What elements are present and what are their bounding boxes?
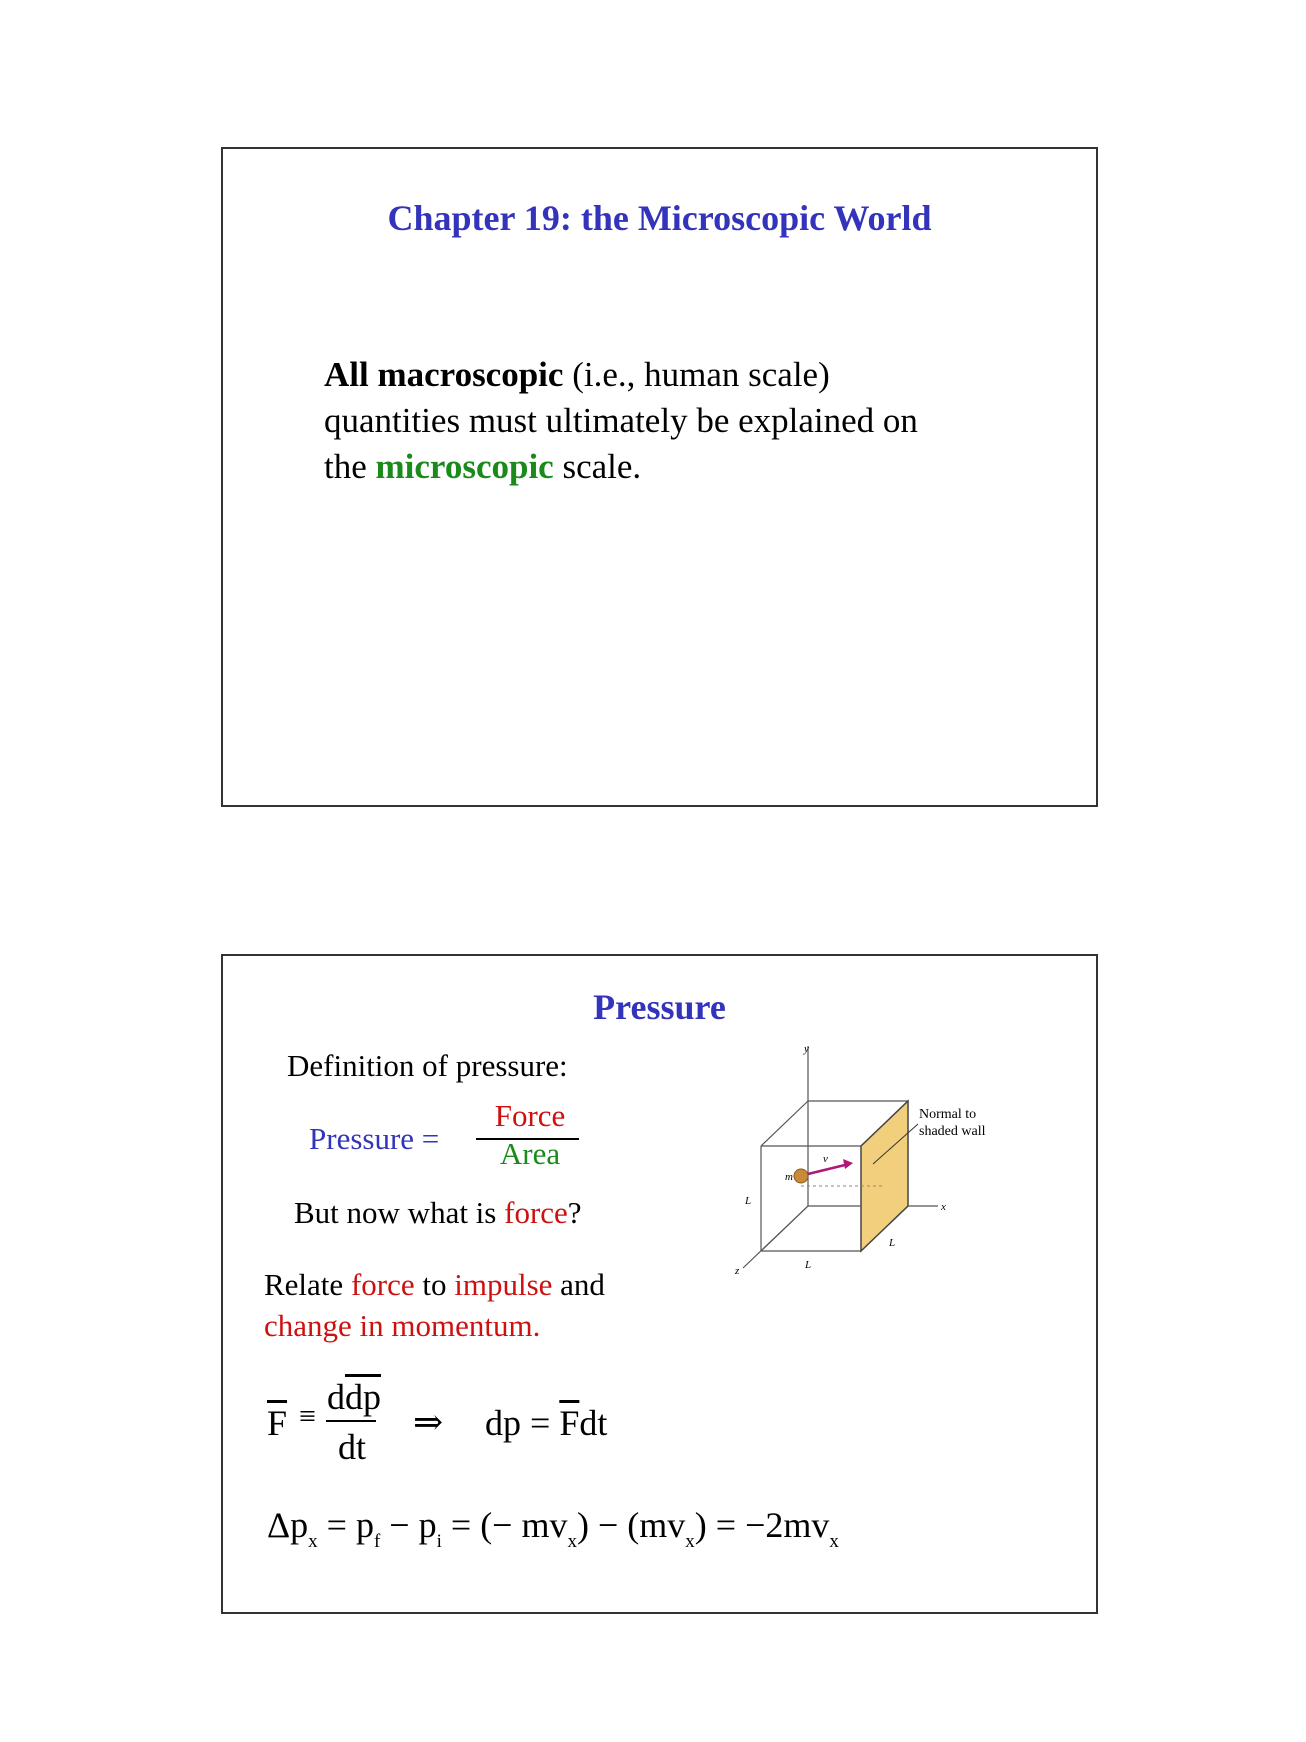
eq2-sub-x-3: x	[685, 1531, 695, 1552]
eq2-momentum-change	[267, 1504, 839, 1552]
line-3-post: scale.	[553, 447, 642, 486]
microscopic-word: microscopic	[375, 447, 554, 486]
slide-2	[221, 954, 1098, 1614]
pressure-box-figure	[735, 1043, 1053, 1277]
relate-force: force	[350, 1267, 415, 1302]
relate-impulse: impulse	[454, 1267, 553, 1302]
label-L-right: L	[889, 1237, 896, 1249]
label-v: v	[823, 1153, 828, 1165]
force-question	[294, 1195, 582, 1231]
question-pre: But now what is	[294, 1195, 505, 1230]
question-force: force	[504, 1195, 568, 1230]
eq1-rhs-eq: =	[521, 1403, 560, 1443]
relate-and: and	[552, 1267, 605, 1302]
label-shaded: shaded wall	[919, 1124, 986, 1139]
eq1-rhs-F: $\overline{F}$	[559, 1403, 580, 1443]
relate-pre: Relate	[264, 1267, 351, 1302]
slide-1-line-1	[324, 352, 830, 398]
slide-2-title: Pressure	[593, 987, 726, 1027]
eq2-sub-x-1: x	[308, 1531, 318, 1552]
definition-label: Definition of pressure:	[287, 1048, 568, 1083]
eq2-pf: = p	[317, 1505, 374, 1545]
relate-line-1	[264, 1267, 605, 1303]
slide-1-line-3	[324, 444, 641, 490]
velocity-arrow-icon	[843, 1159, 853, 1169]
eq1-fraction-line	[326, 1420, 376, 1422]
eq2-close-1: ) − (mv	[577, 1505, 686, 1545]
eq1-F	[267, 1402, 287, 1444]
macroscopic-bold: All macroscopic	[324, 355, 564, 394]
particle-icon	[794, 1169, 808, 1183]
eq1-rhs-dp: dp	[485, 1403, 521, 1443]
implies-arrow: ⇒	[413, 1402, 444, 1442]
eq2-paren-1: = (− mv	[441, 1505, 568, 1545]
force-numerator: Force	[494, 1098, 566, 1133]
eq2-sub-i: i	[436, 1531, 442, 1552]
eq1-denominator: dt	[337, 1427, 366, 1467]
eq2-close-2: ) = −2mv	[694, 1505, 830, 1545]
shaded-wall	[861, 1101, 908, 1251]
eq1-num-d: d	[327, 1377, 345, 1417]
label-L-left: L	[745, 1195, 752, 1207]
eq1-F-vector: $\overline{F}$	[267, 1403, 288, 1443]
eq1-rhs-dt: dt	[579, 1403, 608, 1443]
slide-1-title: Chapter 19: the Microscopic World	[387, 198, 932, 238]
area-denominator: Area	[499, 1136, 561, 1171]
eq1-num-p: $\overline{dp}$	[345, 1377, 381, 1417]
axis-y: y	[804, 1043, 809, 1055]
relate-to: to	[414, 1267, 455, 1302]
slide-1-line-2: quantities must ultimately be explained on	[324, 401, 918, 440]
relate-line-2: change in momentum.	[264, 1308, 541, 1343]
label-L-bottom: L	[805, 1259, 812, 1271]
eq2-sub-x-4: x	[829, 1531, 839, 1552]
eq2-sub-x-2: x	[567, 1531, 577, 1552]
question-post: ?	[567, 1195, 582, 1230]
line-3-pre: the	[324, 447, 376, 486]
eq2-sub-f: f	[373, 1531, 381, 1552]
pressure-word: Pressure =	[309, 1121, 440, 1156]
axis-z: z	[735, 1265, 740, 1277]
label-m: m	[785, 1171, 793, 1183]
eq1-rhs	[485, 1402, 607, 1444]
eq2-pi: − p	[380, 1505, 437, 1545]
line-1-rest: (i.e., human scale)	[563, 355, 830, 394]
label-normal: Normal to	[919, 1107, 977, 1122]
eq2-delta-p: Δp	[267, 1505, 309, 1545]
slide-1	[221, 147, 1098, 807]
axis-x: x	[941, 1201, 946, 1213]
eq1-numerator	[327, 1376, 381, 1418]
eq1-equiv: ≡	[299, 1400, 316, 1433]
